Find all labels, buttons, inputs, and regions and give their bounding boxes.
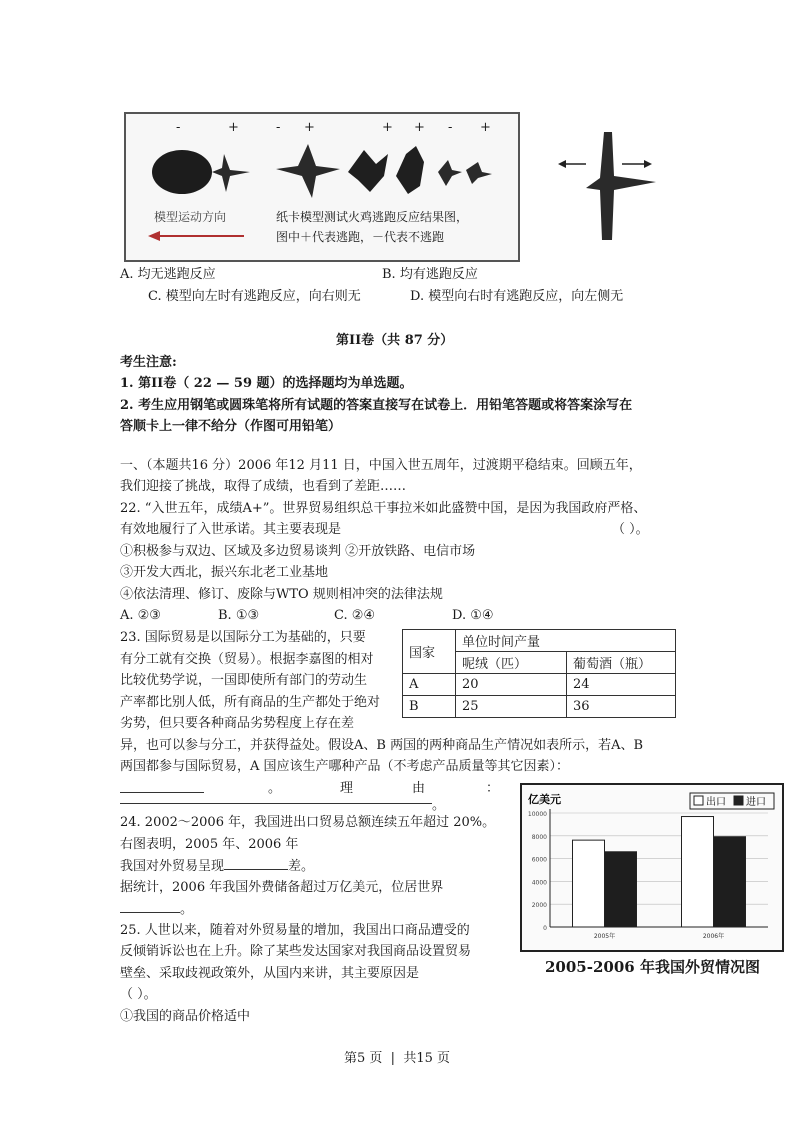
q23-reason-line	[120, 778, 204, 801]
q22-stem-line2: 有效地履行了入世承诺。其主要表现是	[120, 522, 342, 537]
table-cell-country: B	[403, 696, 456, 718]
figure-caption-line2: 图中＋代表逃跑，－代表不逃跑	[276, 230, 445, 244]
hawk-model-right	[396, 146, 424, 194]
sign-5: +	[382, 120, 393, 135]
bidirectional-model	[556, 124, 666, 248]
small-model	[438, 160, 462, 186]
notice-item-2-line2: 答顺卡上一律不给分（作图可用铅笔）	[120, 419, 342, 434]
sign-7: -	[448, 120, 453, 135]
short-neck-model	[212, 154, 250, 192]
table-cell-wine: 24	[567, 674, 676, 696]
q22-choice-d: D. ①④	[452, 608, 494, 623]
q24-line4: 据统计，2006 年我国外费储备超过万亿美元，位居世界	[120, 880, 444, 895]
q23-line2: 有分工就有交换（贸易）。根据李嘉图的相对	[120, 652, 374, 667]
q25-option-1: ①我国的商品价格适中	[120, 1009, 251, 1024]
bar-出口-2005年	[573, 840, 605, 927]
q25-line2: 反倾销诉讼也在上升。除了某些发达国家对我国商品设置贸易	[120, 944, 472, 959]
part1-intro-line1: 一、（本题共16 分）2006 年12 月11 日，中国入世五周年，过渡期平稳结束。回顾五年，	[120, 458, 642, 473]
q25-line4: （ ）。	[120, 987, 157, 1002]
answer-blank-reason[interactable]	[120, 803, 432, 804]
production-table	[402, 629, 676, 718]
page-footer: 第5 页 | 共15 页	[344, 1051, 450, 1066]
y-tick-label: 2000	[531, 902, 547, 910]
q23-line3: 比较优势学说，一国即使所有部门的劳动生	[120, 673, 368, 688]
reason-label-li: 理	[340, 781, 354, 796]
q25-line3: 壁垒、采取歧视政策外，从国内来讲，其主要原因是	[120, 966, 420, 981]
answer-blank-product[interactable]	[120, 778, 204, 793]
table-group-header: 单位时间产量	[456, 630, 676, 652]
reason-dot: 。	[268, 781, 282, 796]
q24-line1: 24. 2002～2006 年，我国进出口贸易总额连续五年超过 20%。	[120, 815, 496, 830]
section-title: 第II卷（共 87 分）	[336, 333, 454, 348]
q22-option-3: ③开发大西北，振兴东北老工业基地	[120, 565, 329, 580]
y-tick-label: 8000	[531, 833, 547, 841]
table-country-header: 国家	[403, 630, 456, 674]
table-row	[403, 696, 676, 718]
figure-caption-line1: 纸卡模型测试火鸡逃跑反应结果图，	[276, 210, 469, 224]
q22-stem-line1: 22. “入世五年，成绩A+”。世界贸易组织总干事拉米如此盛赞中国，是因为我国政府严格、	[120, 501, 647, 516]
q24-line3-pre: 我国对外贸易呈现	[120, 859, 225, 874]
y-tick-label: 6000	[531, 856, 547, 864]
round-model-shape	[152, 150, 212, 194]
bar-进口-2005年	[605, 852, 637, 927]
x-tick-label: 2006年	[702, 933, 725, 940]
option-b: B. 均有逃跑反应	[382, 267, 478, 282]
q24-line5-post: 。	[180, 902, 194, 917]
long-neck-model	[276, 144, 340, 198]
sign-2: +	[228, 120, 239, 135]
q23-line6: 异，也可以参与分工，并获得益处。假设A、B 两国的两种商品生产情况如表所示，若A、B	[120, 738, 644, 753]
table-cell-wool: 20	[456, 674, 567, 696]
part1-intro-line2: 我们迎接了挑战，取得了成绩，也看到了差距……	[120, 479, 407, 494]
q23-line4: 产率都比别人低，所有商品的生产都处于绝对	[120, 695, 381, 710]
legend-swatch-2	[734, 796, 743, 805]
table-cell-wool: 25	[456, 696, 567, 718]
hawk-model-left	[348, 150, 388, 192]
y-tick-label: 4000	[531, 879, 547, 887]
chart-caption: 2005-2006 年我国外贸情况图	[545, 958, 760, 976]
reason-colon: ：	[486, 781, 500, 796]
option-a: A. 均无逃跑反应	[120, 267, 216, 282]
q23-line5: 劣势，但只要各种商品劣势程度上存在差	[120, 716, 355, 731]
sign-8: +	[480, 120, 491, 135]
bar-进口-2006年	[714, 837, 746, 927]
q24-line3-post: 差。	[288, 859, 315, 874]
notice-item-2-line1: 2. 考生应用钢笔或圆珠笔将所有试题的答案直接写在试卷上．用铅笔答题或将答案涂写在	[120, 398, 633, 413]
chart-ylabel: 亿美元	[528, 793, 561, 806]
table-col-wool: 呢绒（匹）	[456, 652, 567, 674]
sign-1: -	[176, 120, 181, 135]
q22-choice-a: A. ②③	[120, 608, 161, 623]
reason-label-you: 由	[412, 781, 426, 796]
q24-line5	[120, 898, 193, 921]
table-col-wine: 葡萄酒（瓶）	[567, 652, 676, 674]
direction-label: 模型运动方向	[154, 210, 227, 224]
turkey-model-figure	[124, 112, 520, 262]
q22-option-4: ④依法清理、修订、废除与WTO 规则相冲突的法律法规	[120, 587, 443, 602]
notice-heading: 考生注意:	[120, 355, 177, 370]
option-d: D. 模型向右时有逃跑反应，向左侧无	[410, 289, 624, 304]
answer-blank-rank[interactable]	[120, 898, 180, 913]
q23-line7: 两国都参与国际贸易，A 国应该生产哪种产品（不考虑产品质量等其它因素）：	[120, 759, 570, 774]
legend-label-2: 进口	[746, 797, 766, 808]
q22-choice-c: C. ②④	[334, 608, 376, 623]
sign-4: +	[304, 120, 315, 135]
option-c: C. 模型向左时有逃跑反应，向右则无	[148, 289, 361, 304]
legend-label-1: 出口	[706, 797, 726, 808]
table-row	[403, 674, 676, 696]
q24-line3	[120, 855, 314, 878]
y-tick-label: 0	[543, 925, 547, 932]
legend-swatch-1	[694, 796, 703, 805]
notice-item-1: 1. 第II卷（ 22 — 59 题）的选择题均为单选题。	[120, 376, 413, 391]
q23-line1: 23. 国际贸易是以国际分工为基础的，只要	[120, 630, 366, 645]
answer-blank-trade[interactable]	[224, 855, 288, 870]
table-cell-country: A	[403, 674, 456, 696]
q22-choice-b: B. ①③	[218, 608, 260, 623]
x-tick-label: 2005年	[593, 933, 616, 940]
sign-3: -	[276, 120, 281, 135]
y-tick-label: 10000	[527, 811, 547, 818]
trade-chart-svg	[522, 785, 782, 950]
q24-line2: 右图表明，2005 年、2006 年	[120, 837, 299, 852]
q22-answer-paren: （ ）。	[612, 522, 649, 537]
small-model-2	[466, 162, 492, 184]
bar-出口-2006年	[682, 817, 714, 927]
sign-6: +	[414, 120, 425, 135]
q25-line1: 25. 人世以来，随着对外贸易量的增加，我国出口商品遭受的	[120, 923, 470, 938]
reason-end-dot: 。	[432, 798, 446, 813]
q22-option-1-2: ①积极参与双边、区域及多边贸易谈判 ②开放铁路、电信市场	[120, 544, 476, 559]
trade-chart	[520, 783, 784, 952]
table-cell-wine: 36	[567, 696, 676, 718]
